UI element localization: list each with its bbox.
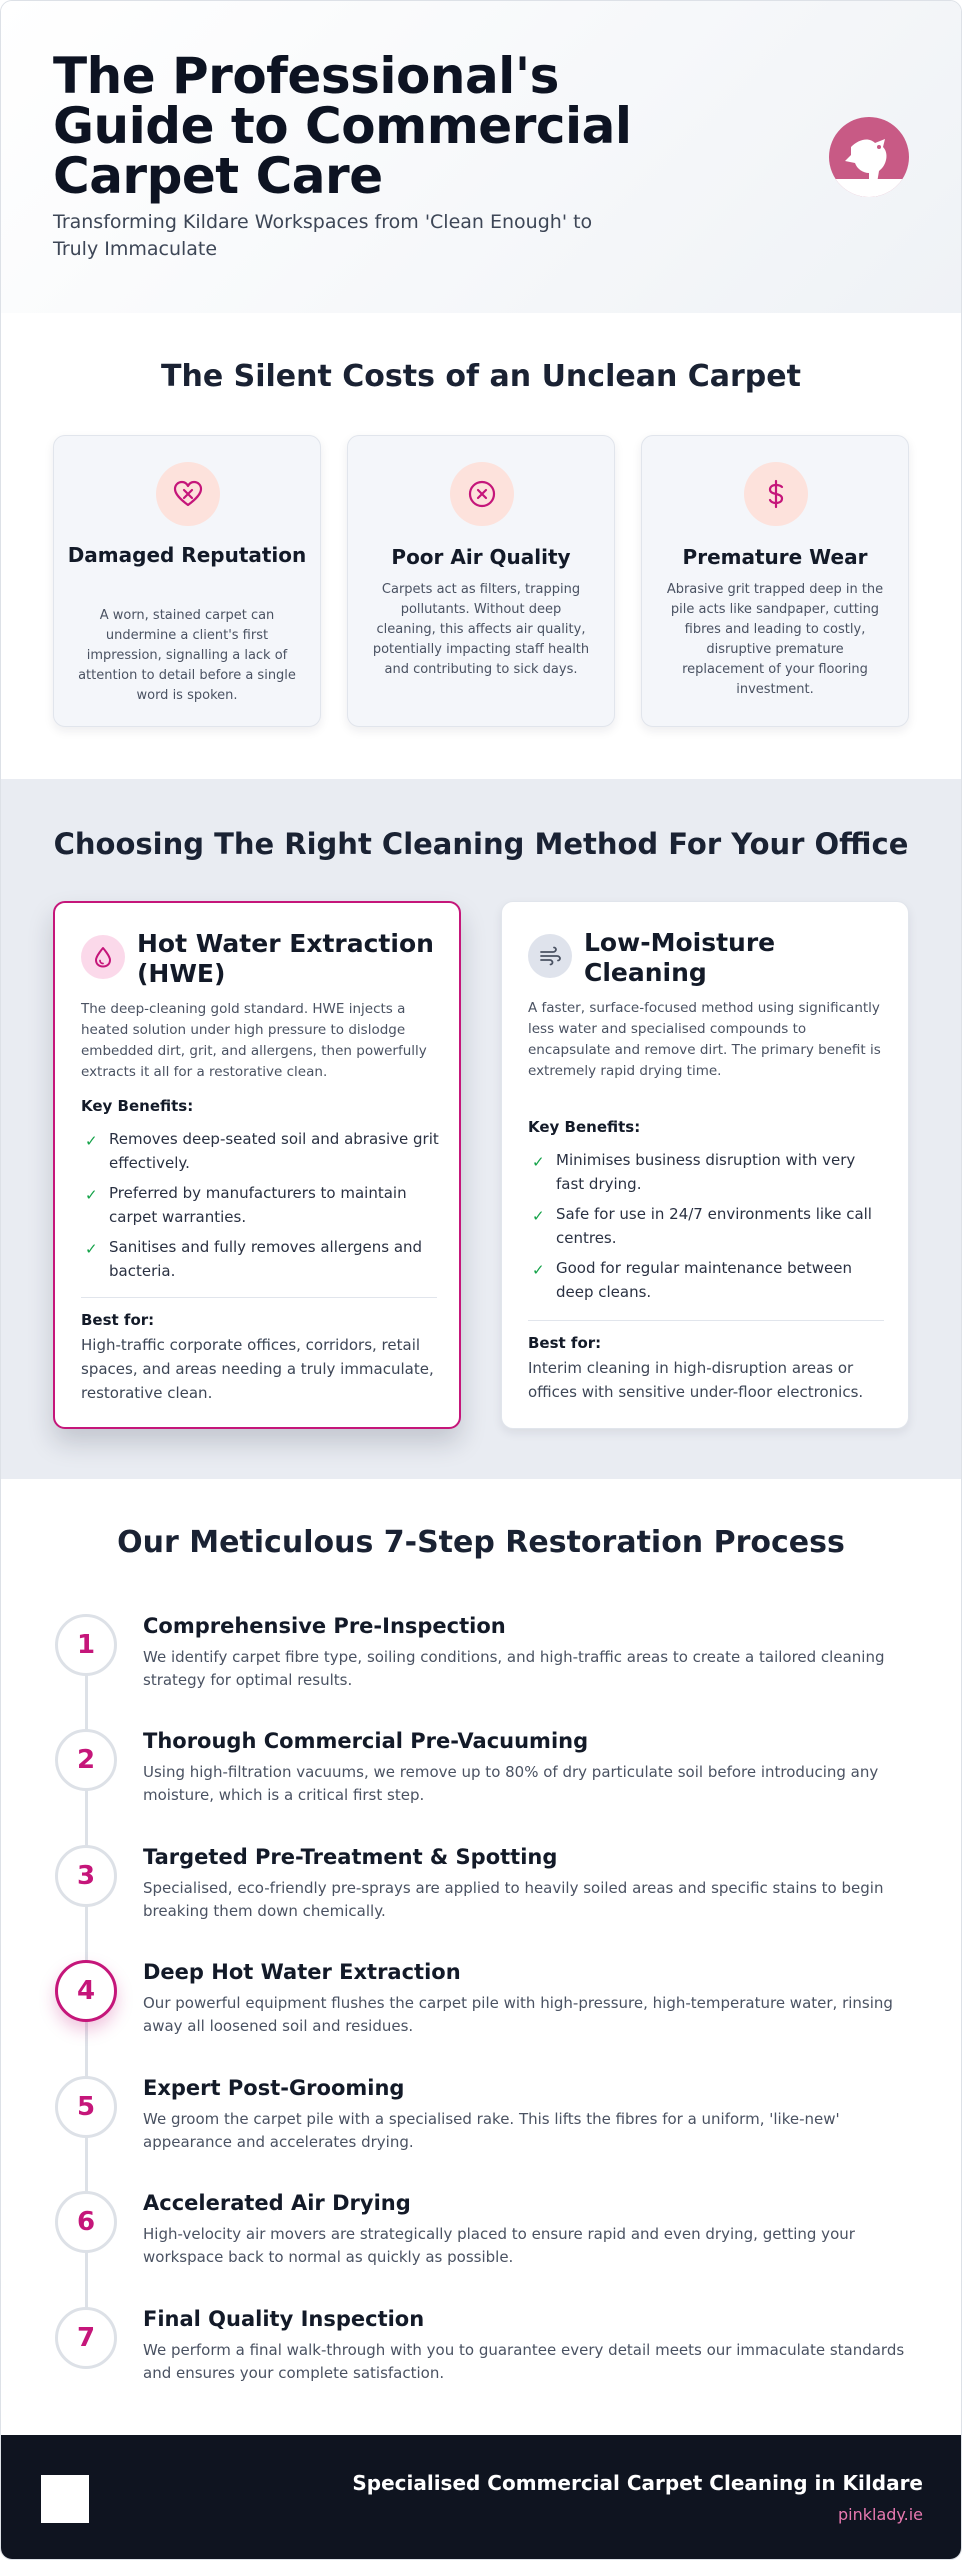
cost-card-description: Carpets act as filters, trapping pollutants. Without deep cleaning, this affects air quality, potentially impacting staff health and contributing to sick days. [372,582,590,677]
benefit-item: ✓ Preferred by manufacturers to maintain carpet warranties. [85,1184,407,1226]
step-number: 2 [55,1729,117,1791]
benefit-item: ✓ Removes deep-seated soil and abrasive grit effectively. [85,1130,439,1172]
method-card-hwe [53,901,461,1429]
best-for-text: Interim cleaning in high-disruption areas or offices with sensitive under-floor electronics. [528,1359,864,1401]
footer-url-link[interactable]: pinklady.ie [838,2505,923,2524]
cost-card-title: Damaged Reputation [67,543,307,567]
broken-heart-icon [156,462,220,526]
process-step [1,2191,961,2301]
process-step [1,2307,961,2417]
check-icon: ✓ [532,1207,545,1225]
process-section-title: Our Meticulous 7-Step Restoration Process [117,1525,845,1560]
hero-header [1,1,961,313]
step-description: Using high-filtration vacuums, we remove up to 80% of dry particulate soil before introducing any moisture, which is a critical first step. [143,1763,879,1804]
cost-card-title: Premature Wear [682,545,868,569]
cost-card-description: Abrasive grit trapped deep in the pile acts like sandpaper, cutting fibres and leading to costly, disruptive premature replacement of your flooring investment. [666,582,884,697]
step-description: We identify carpet fibre type, soiling conditions, and high-traffic areas to create a tailored cleaning strategy for optimal results. [143,1648,885,1689]
step-number: 3 [55,1845,117,1907]
cost-card-air-quality [347,435,615,727]
footer-logo-placeholder [41,2475,89,2523]
process-step-active [1,1960,961,2070]
cost-card-premature-wear [641,435,909,727]
benefits-list [528,1148,888,1310]
wind-icon [528,934,572,978]
x-circle-icon [450,462,514,526]
water-drop-icon [81,935,125,979]
cost-card-reputation [53,435,321,727]
method-description: A faster, surface-focused method using significantly less water and specialised compounds to encapsulate and remove dirt. The primary benefit is extremely rapid drying time. [528,1000,881,1079]
check-icon: ✓ [85,1132,98,1150]
process-step [1,1614,961,1724]
process-step [1,1845,961,1955]
methods-section-title: Choosing The Right Cleaning Method For Your Office [53,827,909,861]
cost-card-title: Poor Air Quality [391,545,571,569]
step-number: 5 [55,2076,117,2138]
method-title: Low-Moisture Cleaning [584,928,776,987]
key-benefits-label: Key Benefits: [528,1118,641,1136]
dollar-icon [744,462,808,526]
step-number: 7 [55,2307,117,2369]
process-step [1,1729,961,1839]
divider [81,1297,437,1298]
benefit-item: ✓ Good for regular maintenance between deep cleans. [532,1259,852,1301]
best-for-label: Best for: [81,1311,155,1329]
footer-title: Specialised Commercial Carpet Cleaning in Kildare [352,2471,923,2495]
step-description: High-velocity air movers are strategically placed to ensure rapid and even drying, getting your workspace back to normal as quickly as possible. [143,2225,855,2266]
step-title: Targeted Pre-Treatment & Spotting [143,1845,558,1869]
check-icon: ✓ [532,1153,545,1171]
step-description: We groom the carpet pile with a specialised rake. This lifts the fibres for a uniform, 'like-new' appearance and accelerates drying. [143,2110,840,2151]
step-number: 4 [55,1960,117,2022]
step-title: Expert Post-Grooming [143,2076,405,2100]
step-title: Comprehensive Pre-Inspection [143,1614,506,1638]
benefit-item: ✓ Sanitises and fully removes allergens and bacteria. [85,1238,423,1280]
step-description: Our powerful equipment flushes the carpet pile with high-pressure, high-temperature water, rinsing away all loosened soil and residues. [143,1994,893,2035]
step-number: 1 [55,1614,117,1676]
best-for-text: High-traffic corporate offices, corridors, retail spaces, and areas needing a truly immaculate, restorative clean. [81,1336,434,1402]
benefit-item: ✓ Safe for use in 24/7 environments like call centres. [532,1205,872,1247]
check-icon: ✓ [85,1240,98,1258]
process-step [1,2076,961,2186]
check-icon: ✓ [85,1186,98,1204]
page-subtitle: Transforming Kildare Workspaces from 'Clean Enough' to Truly Immaculate [53,211,593,260]
step-title: Deep Hot Water Extraction [143,1960,461,1984]
costs-section-title: The Silent Costs of an Unclean Carpet [161,359,801,394]
step-title: Thorough Commercial Pre-Vacuuming [143,1729,589,1753]
best-for-label: Best for: [528,1334,602,1352]
benefit-item: ✓ Minimises business disruption with very fast drying. [532,1151,856,1193]
step-description: Specialised, eco-friendly pre-sprays are applied to heavily soiled areas and specific stains to begin breaking them down chemically. [143,1879,884,1920]
step-number: 6 [55,2191,117,2253]
method-card-low-moisture [501,901,909,1429]
key-benefits-label: Key Benefits: [81,1097,194,1115]
divider [528,1320,884,1321]
pink-lady-logo-icon [829,117,909,197]
cost-card-description: A worn, stained carpet can undermine a client's first impression, signalling a lack of attention to detail before a single word is spoken. [78,608,296,703]
step-description: We perform a final walk-through with you to guarantee every detail meets our immaculate standards and ensures your complete satisfaction. [143,2341,905,2382]
method-title: Hot Water Extraction (HWE) [137,929,434,988]
step-title: Accelerated Air Drying [143,2191,411,2215]
method-description: The deep-cleaning gold standard. HWE injects a heated solution under high pressure to dislodge embedded dirt, grit, and allergens, then powerfully extracts it all for a restorative clean. [81,1001,427,1080]
footer [1,2435,961,2560]
step-title: Final Quality Inspection [143,2307,425,2331]
benefits-list [81,1127,441,1289]
page-title: The Professional's Guide to Commercial Carpet Care [53,47,632,205]
check-icon: ✓ [532,1261,545,1279]
